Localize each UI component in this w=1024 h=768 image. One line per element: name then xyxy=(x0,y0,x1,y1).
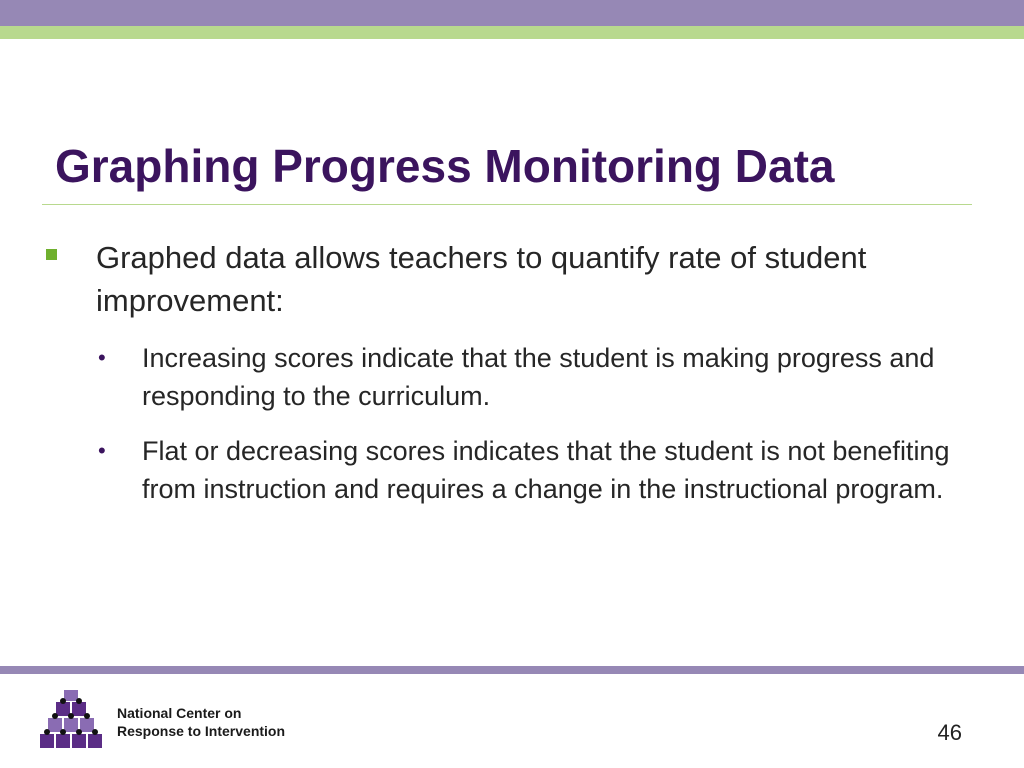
organization-name xyxy=(117,704,285,740)
org-name-line2: Response to Intervention xyxy=(117,723,286,739)
org-name-line1: National Center on xyxy=(117,705,242,721)
bullet-level1-text: Graphed data allows teachers to quantify rate of student improvement: xyxy=(96,240,867,318)
slide-title: Graphing Progress Monitoring Data xyxy=(55,140,835,192)
top-bar-purple xyxy=(0,0,1024,26)
dot-bullet-icon: • xyxy=(98,438,106,463)
dot-bullet-icon: • xyxy=(98,345,106,370)
bullet-level2-text-2: Flat or decreasing scores indicates that the student is not benefiting from instruction and requires a change in the instructional program. xyxy=(142,436,950,504)
square-bullet-icon xyxy=(46,249,57,260)
bottom-bar xyxy=(0,666,1024,674)
bullet-level2-text-1: Increasing scores indicate that the student is making progress and responding to the curriculum. xyxy=(142,343,935,411)
title-divider xyxy=(42,204,972,205)
cube-stack-logo-icon xyxy=(38,690,106,752)
page-number: 46 xyxy=(937,720,962,745)
top-bar-green xyxy=(0,26,1024,39)
